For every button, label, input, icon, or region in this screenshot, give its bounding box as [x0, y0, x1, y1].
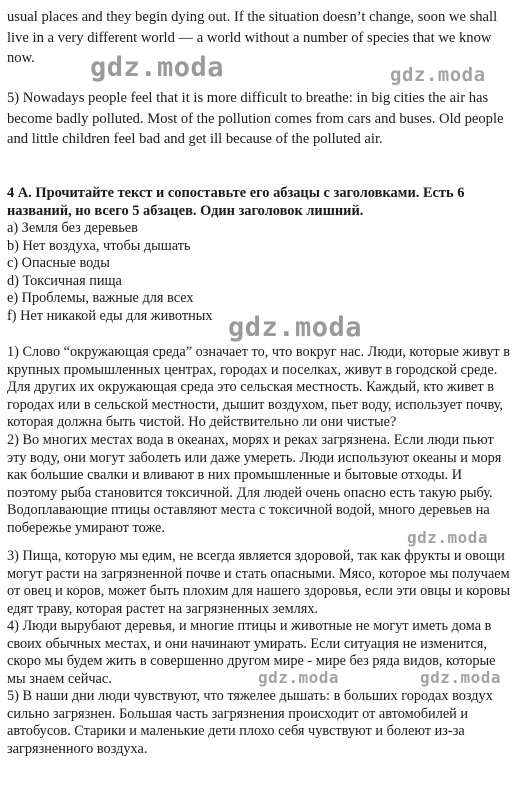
option-c: c) Опасные воды — [7, 255, 110, 272]
watermark: gdz.moda — [390, 64, 486, 86]
option-f: f) Нет никакой еды для животных — [7, 307, 213, 324]
translation-paragraph-2: 2) Во многих местах вода в океанах, морях и реках загрязнена. Если люди пьют эту воду, они могут заболеть или даже умереть. Люди используют океаны и моря как большие свалки и вливают в них промышленные и бытовые отходы. И поэтому рыба становится токсичной. Для людей очень опасно есть такую рыбу. Водоплавающие птицы оставляют места с токсичной водой, много деревьев на побережье умирают тоже. — [7, 432, 502, 536]
heading-options-list — [7, 220, 213, 326]
option-a: a) Земля без деревьев — [7, 220, 138, 236]
watermark: gdz.moda — [420, 668, 502, 687]
translation-paragraph-5: 5) В наши дни люди чувствуют, что тяжелее дышать: в больших городах воздух сильно загрязнен. Большая часть загрязнения происходит от автомобилей и автобусов. Старики и маленькие дети плохо себя чувствуют и болеют из-за загрязненного воздуха. — [7, 688, 493, 757]
translation-paragraph-4: 4) Люди вырубают деревья, и многие птицы и животные не могут иметь дома в своих обычных местах, и они начинают умирать. Если ситуация не изменится, скоро мы будем жить в совершенно другом мире - мире без ряда видов, которые мы знаем сейчас. — [7, 618, 496, 687]
task-heading: 4 А. Прочитайте текст и сопоставьте его абзацы с заголовками. Есть 6 названий, но всего 5 абзацев. Один заголовок лишний. — [7, 185, 465, 219]
english-top-paragraph: usual places and they begin dying out. If the situation doesn’t change, soon we shall live in a very different world — a world without a number of species that we know now. — [7, 9, 498, 67]
english-paragraph-5: 5) Nowadays people feel that it is more difficult to breathe: in big cities the air has become badly polluted. Most of the pollution comes from cars and buses. Old people and little children feel bad and get ill because of the polluted air. — [7, 90, 504, 148]
watermark: gdz.moda — [258, 668, 340, 687]
option-b: b) Нет воздуха, чтобы дышать — [7, 237, 191, 254]
translation-paragraph-1: 1) Слово “окружающая среда” означает то, что вокруг нас. Люди, которые живут в крупных промышленных центрах, городах и поселках, живут в городской среде. Для других их окружающая среда это сельская местность. Каждый, кто живет в городах или в сельской местности, дышит воздухом, пьет воду, использует почву, которая должна быть чистой. Но действительно ли они чистые? — [7, 344, 510, 431]
option-d: d) Токсичная пища — [7, 272, 122, 289]
watermark: gdz.moda — [90, 52, 225, 83]
translation-paragraph-3: 3) Пища, которую мы едим, не всегда является здоровой, так как фрукты и овощи могут расти на загрязненной почве и стать опасными. Мясо, которое мы получаем от овец и коров, может быть плохим для нашего здоровья, если эти овцы и коровы едят траву, которая растет на загрязненных землях. — [7, 548, 511, 617]
watermark: gdz.moda — [228, 312, 363, 343]
option-e: e) Проблемы, важные для всех — [7, 290, 194, 307]
watermark: gdz.moda — [407, 528, 489, 547]
